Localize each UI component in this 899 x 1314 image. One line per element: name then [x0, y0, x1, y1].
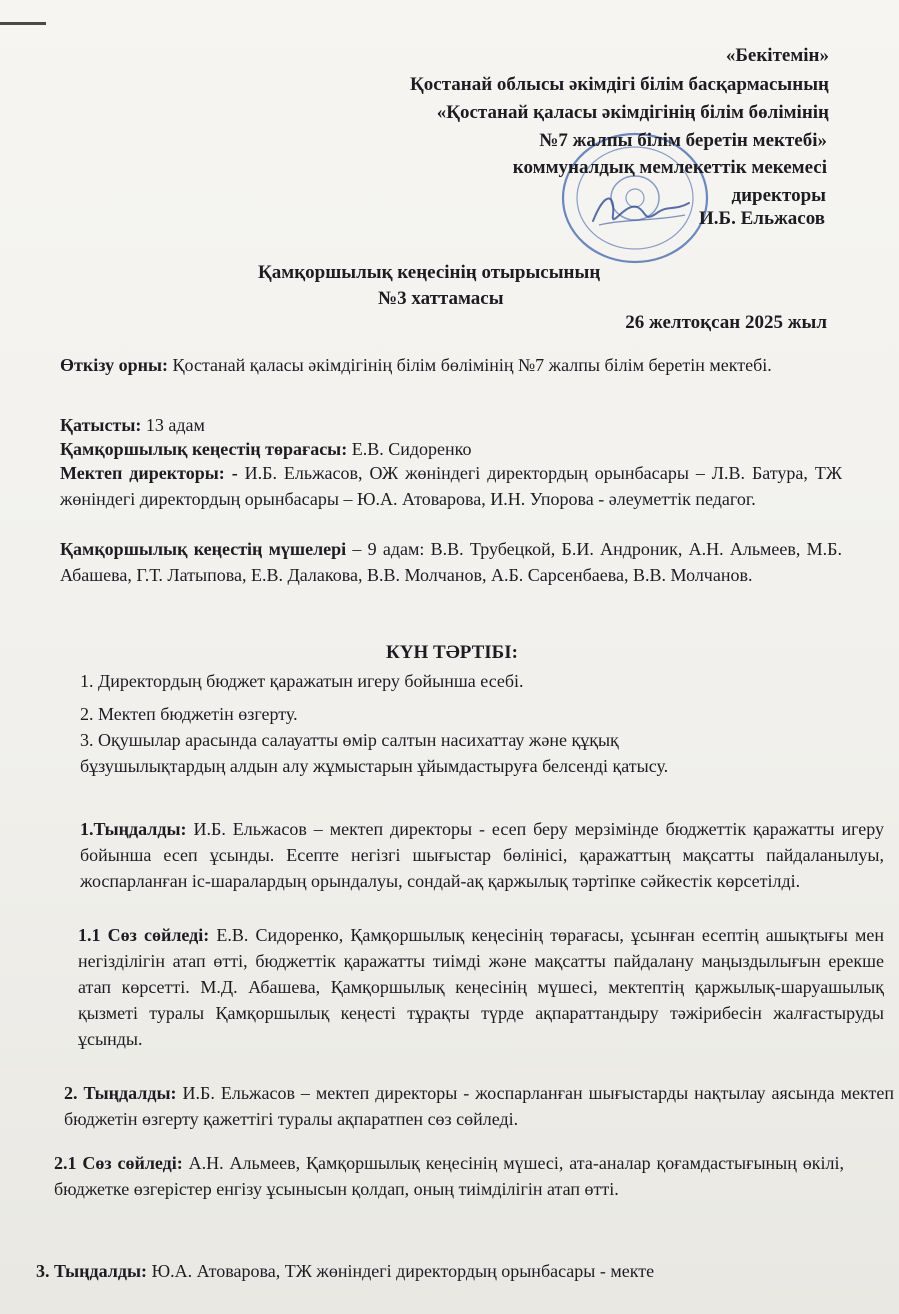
section-2-1-text: А.Н. Альмеев, Қамқоршылық кеңесінің мүшесі, ата-аналар қоғамдастығының өкілі, бюджетке өзгерістер енгізу ұсынысын қолдап, оның тиімділігін атап өтті.	[54, 1153, 845, 1199]
approval-line-school: №7 жалпы білім беретін мектебі»	[539, 130, 827, 151]
info-directors-label: Мектеп директоры: -	[60, 463, 238, 483]
approval-line-city: «Қостанай қаласы әкімдігінің білім бөлімінің	[436, 102, 829, 123]
agenda-item-1: 1. Директордың бюджет қаражатын игеру бойынша есебі.	[80, 671, 524, 691]
info-present-value: 13 адам	[141, 415, 205, 435]
section-3-label: 3. Тыңдалды:	[36, 1261, 148, 1281]
info-members-label: Қамқоршылық кеңестің мүшелері	[60, 539, 347, 559]
approval-line-region: Қостанай облысы әкімдігі білім басқармасының	[410, 74, 829, 95]
info-present-label: Қатысты:	[60, 415, 142, 435]
section-1-1-text: Е.В. Сидоренко, Қамқоршылық кеңесінің төрағасы, ұсынған есептің ашықтығы мен негізділігін атап өтті, бюджеттік қаражатты тиімді және мақсатты пайдалану маңыздылығын ерекше атап көрсетті. М.Д. Абашева, Қамқоршылық кеңесінің мүшесі, мектептің қаржылық-шаруашылық қызметі туралы Қамқоршылық кеңесті тұрақты түрде ақпараттандыру тәжірибесін жалғастыруды ұсынды.	[78, 925, 884, 1049]
info-members-value: – 9 адам: В.В. Трубецкой, Б.И. Андроник, А.Н. Альмеев, М.Б. Абашева, Г.Т. Латыпова, Е.В. Далакова, В.В. Молчанов, А.Б. Сарсенбаева, В.В. Молчанов.	[60, 539, 842, 585]
agenda-item-3: 3. Оқушылар арасында салауатты өмір салтын насихаттау және құқық бұзушылықтардың алдын алу жұмыстарын ұйымдастыруға белсенді қатысу.	[80, 730, 669, 776]
section-1-heard	[80, 816, 884, 894]
section-3-text: Ю.А. Атоварова, ТЖ жөніндегі директордың орынбасары - мекте	[147, 1261, 655, 1281]
approval-line-position: директоры	[731, 185, 826, 206]
protocol-number: №3 хаттамасы	[378, 288, 504, 309]
info-present	[60, 412, 842, 438]
protocol-title: Қамқоршылық кеңесінің отырысының	[258, 262, 601, 283]
info-place-label: Өткізу орны:	[60, 355, 168, 375]
section-1-text: И.Б. Ельжасов – мектеп директоры - есеп беру мерзімінде бюджеттік қаражатты игеру бойынша есеп ұсынды. Есепте негізгі шығыстар бөлінісі, қаражаттың мақсатты пайдаланылуы, жоспарланған іс-шаралардың орындалуы, сондай-ақ қаржылық тәртіпке сәйкестік көрсетілді.	[80, 819, 884, 891]
info-chair-value: Е.В. Сидоренко	[347, 439, 472, 459]
info-chair	[60, 436, 842, 462]
approval-label: «Бекітемін»	[725, 45, 829, 66]
section-1-1-label: 1.1 Сөз сөйледі:	[78, 925, 210, 945]
info-chair-label: Қамқоршылық кеңестің төрағасы:	[60, 439, 348, 459]
section-2-text: И.Б. Ельжасов – мектеп директоры - жоспарланған шығыстарды нақтылау аясында мектеп бюджетін өзгерту қажеттігі туралы ақпаратпен сөз сөйледі.	[64, 1083, 894, 1129]
protocol-date: 26 желтоқсан 2025 жыл	[625, 312, 827, 333]
agenda-item-2: 2. Мектеп бюджетін өзгерту.	[80, 704, 298, 724]
info-members	[60, 536, 842, 588]
director-signature	[585, 185, 695, 235]
info-directors	[60, 460, 842, 512]
agenda-heading: КҮН ТӘРТІБІ:	[386, 642, 518, 663]
approval-line-institution: коммуналдық мемлекеттік мекемесі	[512, 157, 827, 178]
section-2-heard	[64, 1080, 894, 1132]
section-2-1-speech	[54, 1150, 844, 1202]
section-1-1-speech	[78, 922, 884, 1052]
info-directors-value: И.Б. Ельжасов, ОЖ жөніндегі директордың орынбасары – Л.В. Батура, ТЖ жөніндегі директордың орынбасары – Ю.А. Атоварова, И.Н. Упорова - әлеуметтік педагог.	[60, 463, 842, 509]
top-edge-mark	[0, 22, 46, 25]
section-3-heard	[36, 1258, 896, 1284]
approval-line-director-name: И.Б. Ельжасов	[699, 208, 825, 229]
info-place	[60, 352, 842, 378]
section-2-1-label: 2.1 Сөз сөйледі:	[54, 1153, 183, 1173]
section-2-label: 2. Тыңдалды:	[64, 1083, 177, 1103]
section-1-label: 1.Тыңдалды:	[80, 819, 187, 839]
info-place-value: Қостанай қаласы әкімдігінің білім бөлімінің №7 жалпы білім беретін мектебі.	[168, 355, 772, 375]
